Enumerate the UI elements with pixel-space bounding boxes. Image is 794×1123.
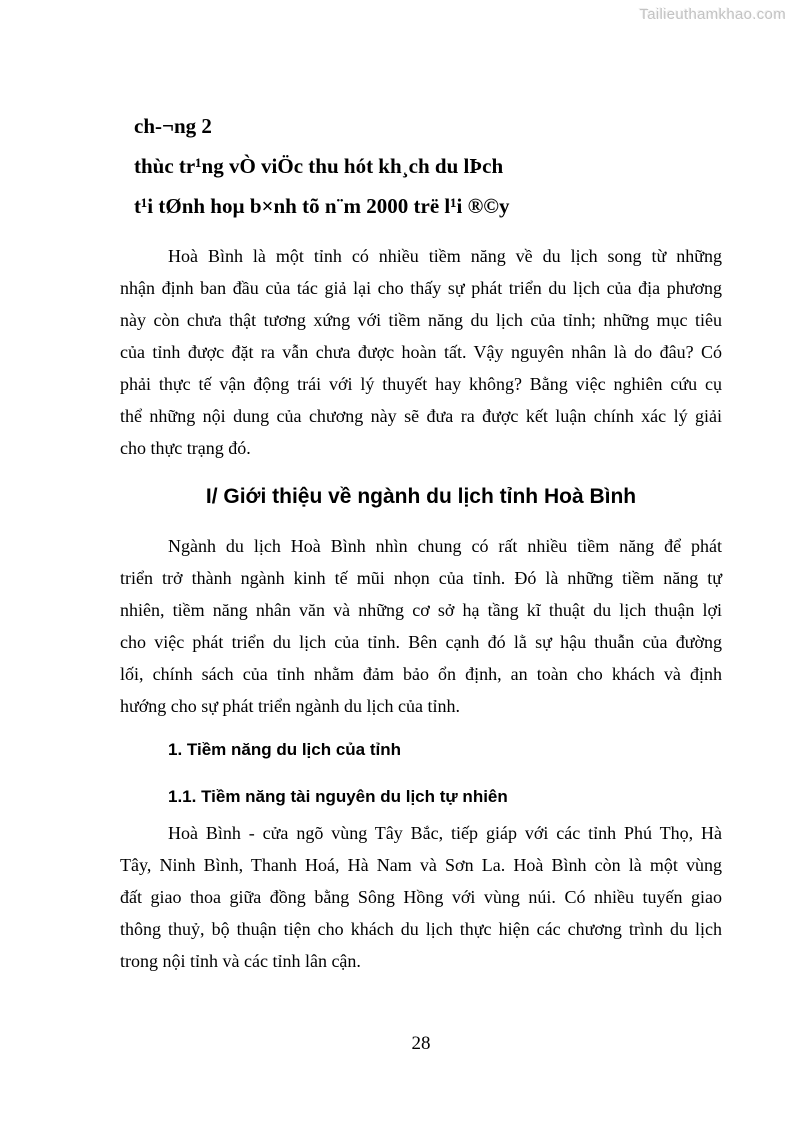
paragraph-geography: [120, 817, 722, 977]
text-line: này còn chưa thật tương xứng với tiềm năng du lịch của tỉnh; những mục tiêu: [120, 310, 722, 330]
watermark: Tailieuthamkhao.com: [639, 6, 786, 23]
text-line: Ngành du lịch Hoà Bình nhìn chung có rất nhiều tiềm năng để phát: [168, 536, 722, 556]
text-line: phải thực tế vận động trái với lý thuyết hay không? Bằng việc nghiên cứu cụ: [120, 374, 722, 394]
text-line: cho việc phát triển du lịch của tỉnh. Bên cạnh đó lằ sự hậu thuẫn của đường: [120, 632, 722, 652]
text-line: đất giao thoa giữa đồng bằng Sông Hồng với vùng núi. Có nhiều tuyến giao: [120, 887, 722, 907]
text-line: nhiên, tiềm năng nhân văn và những cơ sở hạ tầng kĩ thuật du lịch thuận lợi: [120, 600, 722, 620]
page-content: [0, 106, 794, 1060]
text-line: ch-¬ng 2: [134, 114, 212, 138]
text-line: nhận định ban đầu của tác giả lại cho thấy sự phát triển du lịch của địa phương: [120, 278, 722, 298]
text-line: cho thực trạng đó.: [120, 438, 251, 458]
subheading-potential: 1. Tiềm năng du lịch của tỉnh: [168, 740, 401, 759]
text-line: thùc tr¹ng vÒ viÖc thu hót kh¸ch du lÞch: [134, 154, 504, 178]
text-line: của tỉnh được đặt ra vẫn chưa được hoàn tất. Vậy nguyên nhân là do đâu? Có: [120, 342, 722, 362]
subheading-natural-resources: 1.1. Tiềm năng tài nguyên du lịch tự nhiên: [168, 787, 508, 806]
text-line: thông thuỷ, bộ thuận tiện cho khách du lịch thực hiện các chương trình du lịch: [120, 919, 722, 939]
text-line: Hoà Bình - cửa ngõ vùng Tây Bắc, tiếp giáp với các tỉnh Phú Thọ, Hà: [168, 823, 722, 843]
paragraph-intro: [120, 240, 722, 464]
text-line: triển trở thành ngành kinh tế mũi nhọn của tỉnh. Đó là những tiềm năng tự: [120, 568, 722, 588]
text-line: trong nội tỉnh và các tỉnh lân cận.: [120, 951, 361, 971]
text-line: hướng cho sự phát triển ngành du lịch của tỉnh.: [120, 696, 460, 716]
text-line: thể những nội dung của chương này sẽ đưa ra được kết luận chính xác lý giải: [120, 406, 722, 426]
paragraph-section-overview: [120, 530, 722, 722]
section-heading: I/ Giới thiệu về ngành du lịch tỉnh Hoà Bình: [205, 485, 637, 508]
chapter-heading: [134, 106, 722, 226]
text-line: Tây, Ninh Bình, Thanh Hoá, Hà Nam và Sơn La. Hoà Bình còn là một vùng: [120, 855, 722, 875]
page-number: 28: [411, 1033, 431, 1054]
text-line: Hoà Bình là một tỉnh có nhiều tiềm năng về du lịch song từ những: [168, 246, 722, 266]
text-line: lối, chính sách của tỉnh nhằm đảm bảo ổn định, an toàn cho khách và định: [120, 664, 722, 684]
text-line: t¹i tØnh hoµ b×nh tõ n¨m 2000 trë l¹i ®©y: [134, 194, 510, 218]
